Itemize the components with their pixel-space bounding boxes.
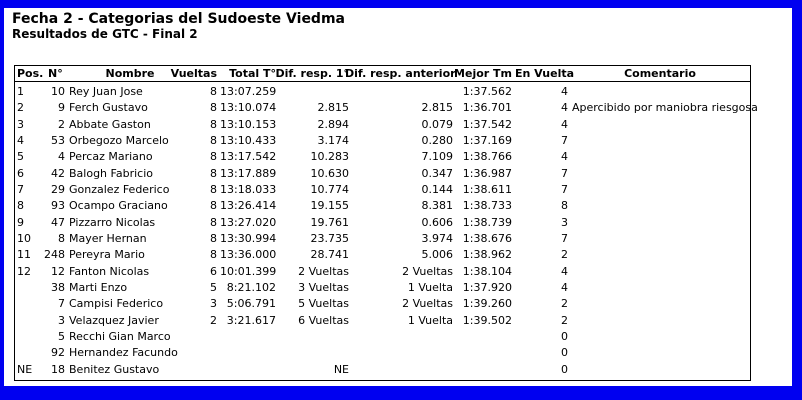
cell-envuelta: 4 xyxy=(561,101,568,115)
cell-envuelta: 7 xyxy=(561,166,568,180)
cell-vueltas: 3 xyxy=(210,297,217,311)
cell-total: 13:18.033 xyxy=(220,182,277,196)
cell-total: 13:26.414 xyxy=(220,199,277,213)
page-subtitle: Resultados de GTC - Final 2 xyxy=(12,27,198,41)
cell-dif1: 10.774 xyxy=(310,182,349,196)
cell-difant: 2.815 xyxy=(421,101,453,115)
cell-nombre: Ocampo Graciano xyxy=(69,199,168,213)
cell-envuelta: 0 xyxy=(561,346,568,360)
cell-pos: 7 xyxy=(17,182,24,196)
cell-pos: 9 xyxy=(17,215,24,229)
cell-pos: 4 xyxy=(17,133,24,147)
cell-total: 13:36.000 xyxy=(220,248,277,262)
cell-mejor: 1:38.962 xyxy=(462,248,512,262)
results-table xyxy=(14,65,758,381)
cell-pos: 1 xyxy=(17,85,24,98)
cell-mejor: 1:38.104 xyxy=(462,264,512,278)
cell-vueltas: 8 xyxy=(210,166,217,180)
cell-envuelta: 8 xyxy=(561,199,568,213)
cell-envuelta: 2 xyxy=(561,248,568,262)
cell-envuelta: 4 xyxy=(561,264,568,278)
cell-difant: 0.280 xyxy=(421,133,453,147)
cell-envuelta: 3 xyxy=(561,215,568,229)
header-nombre: Nombre xyxy=(105,67,155,80)
cell-total: 13:17.889 xyxy=(220,166,277,180)
header-vueltas: Vueltas xyxy=(170,67,217,80)
cell-total: 13:10.433 xyxy=(220,133,277,147)
cell-dif1: 19.155 xyxy=(310,199,349,213)
cell-dif1: 10.630 xyxy=(310,166,349,180)
cell-num: 248 xyxy=(44,248,65,262)
cell-nombre: Campisi Federico xyxy=(69,297,164,311)
cell-dif1: 2.815 xyxy=(317,101,349,115)
cell-vueltas: 8 xyxy=(210,101,217,115)
cell-envuelta: 4 xyxy=(561,117,568,131)
cell-dif1: 3.174 xyxy=(317,133,349,147)
cell-total: 13:07.259 xyxy=(220,85,277,98)
cell-dif1: 19.761 xyxy=(310,215,349,229)
cell-envuelta: 0 xyxy=(561,362,568,376)
cell-mejor: 1:39.260 xyxy=(462,297,512,311)
cell-num: 47 xyxy=(51,215,65,229)
cell-mejor: 1:37.562 xyxy=(462,85,512,98)
cell-difant: 0.347 xyxy=(421,166,453,180)
cell-pos: 12 xyxy=(17,264,31,278)
cell-envuelta: 4 xyxy=(561,85,568,98)
cell-dif1: 10.283 xyxy=(310,150,349,164)
cell-difant: 1 Vuelta xyxy=(407,280,453,294)
cell-difant: 2 Vueltas xyxy=(402,264,453,278)
cell-total: 13:10.074 xyxy=(220,101,277,115)
cell-num: 38 xyxy=(51,280,65,294)
page-title: Fecha 2 - Categorias del Sudoeste Viedma xyxy=(12,11,345,27)
cell-vueltas: 6 xyxy=(210,264,217,278)
cell-num: 7 xyxy=(58,297,65,311)
cell-dif1: 6 Vueltas xyxy=(298,313,349,327)
cell-vueltas: 8 xyxy=(210,117,217,131)
cell-total: 8:21.102 xyxy=(226,280,276,294)
cell-mejor: 1:38.676 xyxy=(462,231,512,245)
cell-nombre: Velazquez Javier xyxy=(69,313,159,327)
cell-vueltas: 5 xyxy=(210,280,217,294)
cell-vueltas: 8 xyxy=(210,85,217,98)
cell-total: 5:06.791 xyxy=(226,297,276,311)
cell-num: 4 xyxy=(58,150,65,164)
cell-envuelta: 2 xyxy=(561,313,568,327)
cell-dif1: 2.894 xyxy=(317,117,349,131)
cell-vueltas: 8 xyxy=(210,199,217,213)
cell-total: 3:21.617 xyxy=(226,313,276,327)
cell-vueltas: 8 xyxy=(210,248,217,262)
header-comentario: Comentario xyxy=(624,67,696,80)
cell-pos: 11 xyxy=(17,248,31,262)
cell-nombre: Fanton Nicolas xyxy=(69,264,150,278)
header-difant: Dif. resp. anterior xyxy=(345,67,456,80)
cell-dif1: 3 Vueltas xyxy=(298,280,349,294)
cell-mejor: 1:39.502 xyxy=(462,313,512,327)
cell-difant: 2 Vueltas xyxy=(402,297,453,311)
cell-mejor: 1:38.733 xyxy=(462,199,512,213)
cell-difant: 0.079 xyxy=(421,117,453,131)
cell-total: 13:27.020 xyxy=(220,215,277,229)
cell-nombre: Benitez Gustavo xyxy=(69,362,160,376)
header-total: Total T° xyxy=(229,67,276,80)
cell-vueltas: 8 xyxy=(210,182,217,196)
cell-difant: 8.381 xyxy=(421,199,453,213)
cell-nombre: Pereyra Mario xyxy=(69,248,145,262)
cell-vueltas: 8 xyxy=(210,133,217,147)
cell-nombre: Balogh Fabricio xyxy=(69,166,153,180)
cell-num: 5 xyxy=(58,329,65,343)
cell-nombre: Gonzalez Federico xyxy=(69,182,170,196)
cell-dif1: 23.735 xyxy=(310,231,349,245)
header-dif1: Dif. resp. 1° xyxy=(275,67,349,80)
cell-num: 10 xyxy=(51,85,65,98)
cell-pos: 2 xyxy=(17,101,24,115)
cell-pos: NE xyxy=(17,362,33,376)
cell-total: 13:10.153 xyxy=(220,117,277,131)
cell-mejor: 1:36.987 xyxy=(462,166,512,180)
cell-num: 42 xyxy=(51,166,65,180)
cell-dif1: 28.741 xyxy=(310,248,349,262)
cell-nombre: Orbegozo Marcelo xyxy=(69,133,169,147)
header-divider xyxy=(15,81,750,82)
cell-envuelta: 2 xyxy=(561,297,568,311)
cell-nombre: Ferch Gustavo xyxy=(69,101,148,115)
cell-num: 53 xyxy=(51,133,65,147)
cell-mejor: 1:37.920 xyxy=(462,280,512,294)
cell-nombre: Marti Enzo xyxy=(69,280,128,294)
cell-mejor: 1:36.701 xyxy=(462,101,512,115)
cell-vueltas: 8 xyxy=(210,215,217,229)
cell-num: 8 xyxy=(58,231,65,245)
cell-pos: 10 xyxy=(17,231,31,245)
cell-difant: 0.144 xyxy=(421,182,453,196)
cell-total: 13:30.994 xyxy=(220,231,277,245)
header-mejor: Mejor Tm xyxy=(454,67,512,80)
cell-dif1: NE xyxy=(333,362,349,376)
cell-nombre: Abbate Gaston xyxy=(69,117,151,131)
cell-mejor: 1:38.739 xyxy=(462,215,512,229)
cell-envuelta: 4 xyxy=(561,280,568,294)
cell-num: 92 xyxy=(51,346,65,360)
cell-difant: 0.606 xyxy=(421,215,453,229)
cell-mejor: 1:37.169 xyxy=(462,133,512,147)
cell-difant: 7.109 xyxy=(421,150,453,164)
header-num: N° xyxy=(48,67,63,80)
cell-num: 3 xyxy=(58,313,65,327)
cell-nombre: Pizzarro Nicolas xyxy=(69,215,156,229)
header-pos: Pos. xyxy=(17,67,44,80)
cell-nombre: Hernandez Facundo xyxy=(69,346,178,360)
cell-difant: 5.006 xyxy=(421,248,453,262)
cell-vueltas: 8 xyxy=(210,231,217,245)
cell-mejor: 1:37.542 xyxy=(462,117,512,131)
cell-dif1: 5 Vueltas xyxy=(298,297,349,311)
cell-nombre: Percaz Mariano xyxy=(69,150,153,164)
cell-nombre: Rey Juan Jose xyxy=(69,85,143,98)
cell-comentario: Apercibido por maniobra riesgosa xyxy=(572,101,758,115)
cell-envuelta: 7 xyxy=(561,133,568,147)
cell-num: 12 xyxy=(51,264,65,278)
cell-difant: 1 Vuelta xyxy=(407,313,453,327)
cell-envuelta: 4 xyxy=(561,150,568,164)
cell-total: 10:01.399 xyxy=(220,264,277,278)
cell-envuelta: 7 xyxy=(561,182,568,196)
cell-num: 29 xyxy=(51,182,65,196)
cell-envuelta: 7 xyxy=(561,231,568,245)
cell-total: 13:17.542 xyxy=(220,150,277,164)
header-envuelta: En Vuelta xyxy=(515,67,575,80)
cell-vueltas: 2 xyxy=(210,313,217,327)
cell-mejor: 1:38.611 xyxy=(462,182,512,196)
cell-mejor: 1:38.766 xyxy=(462,150,512,164)
cell-num: 2 xyxy=(58,117,65,131)
cell-vueltas: 8 xyxy=(210,150,217,164)
cell-pos: 8 xyxy=(17,199,24,213)
cell-dif1: 2 Vueltas xyxy=(298,264,349,278)
cell-pos: 3 xyxy=(17,117,24,131)
cell-num: 93 xyxy=(51,199,65,213)
cell-envuelta: 0 xyxy=(561,329,568,343)
cell-pos: 6 xyxy=(17,166,24,180)
cell-nombre: Recchi Gian Marco xyxy=(69,329,171,343)
cell-difant: 3.974 xyxy=(421,231,453,245)
cell-pos: 5 xyxy=(17,150,24,164)
cell-num: 18 xyxy=(51,362,65,376)
cell-num: 9 xyxy=(58,101,65,115)
cell-nombre: Mayer Hernan xyxy=(69,231,147,245)
